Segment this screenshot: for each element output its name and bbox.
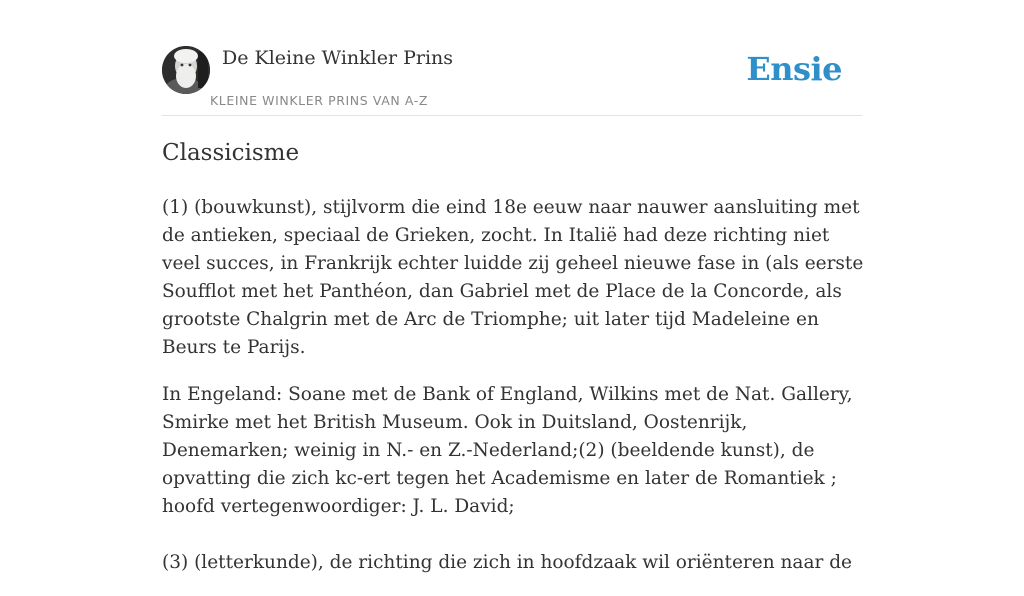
article-body	[162, 194, 864, 596]
paragraph-3: (3) (letterkunde), de richting die zich in hoofdzaak wil oriënteren naar de	[162, 552, 853, 573]
article-title: Classicisme	[162, 140, 300, 166]
article-header	[162, 44, 862, 116]
paragraph-2: In Engeland: Soane met de Bank of England, Wilkins met de Nat. Gallery, Smirke met het British Museum. Ook in Duitsland, Oostenrijk, Denemarken; weinig in N.- en Z.-Nederland;(2) (beeldende kunst), de opvatting die zich kc-ert tegen het Academisme en later de Romantiek ; hoofd vertegenwoordiger: J. L. David;	[162, 384, 853, 517]
portrait-icon	[162, 46, 210, 94]
paragraph-1: (1) (bouwkunst), stijlvorm die eind 18e eeuw naar nauwer aansluiting met de antieken, speciaal de Grieken, zocht. In Italië had deze richting niet veel succes, in Frankrijk echter luidde zij geheel nieuwe fase in (als eerste Soufflot met het Panthéon, dan Gabriel met de Place de la Concorde, als grootste Chalgrin met de Arc de Triomphe; uit later tijd Madeleine en Beurs te Parijs.	[162, 197, 864, 358]
brand-logo[interactable]: Ensie	[746, 50, 842, 88]
source-label[interactable]: KLEINE WINKLER PRINS VAN A-Z	[210, 93, 429, 108]
author-name[interactable]: De Kleine Winkler Prins	[222, 47, 454, 69]
author-avatar[interactable]	[162, 46, 210, 94]
